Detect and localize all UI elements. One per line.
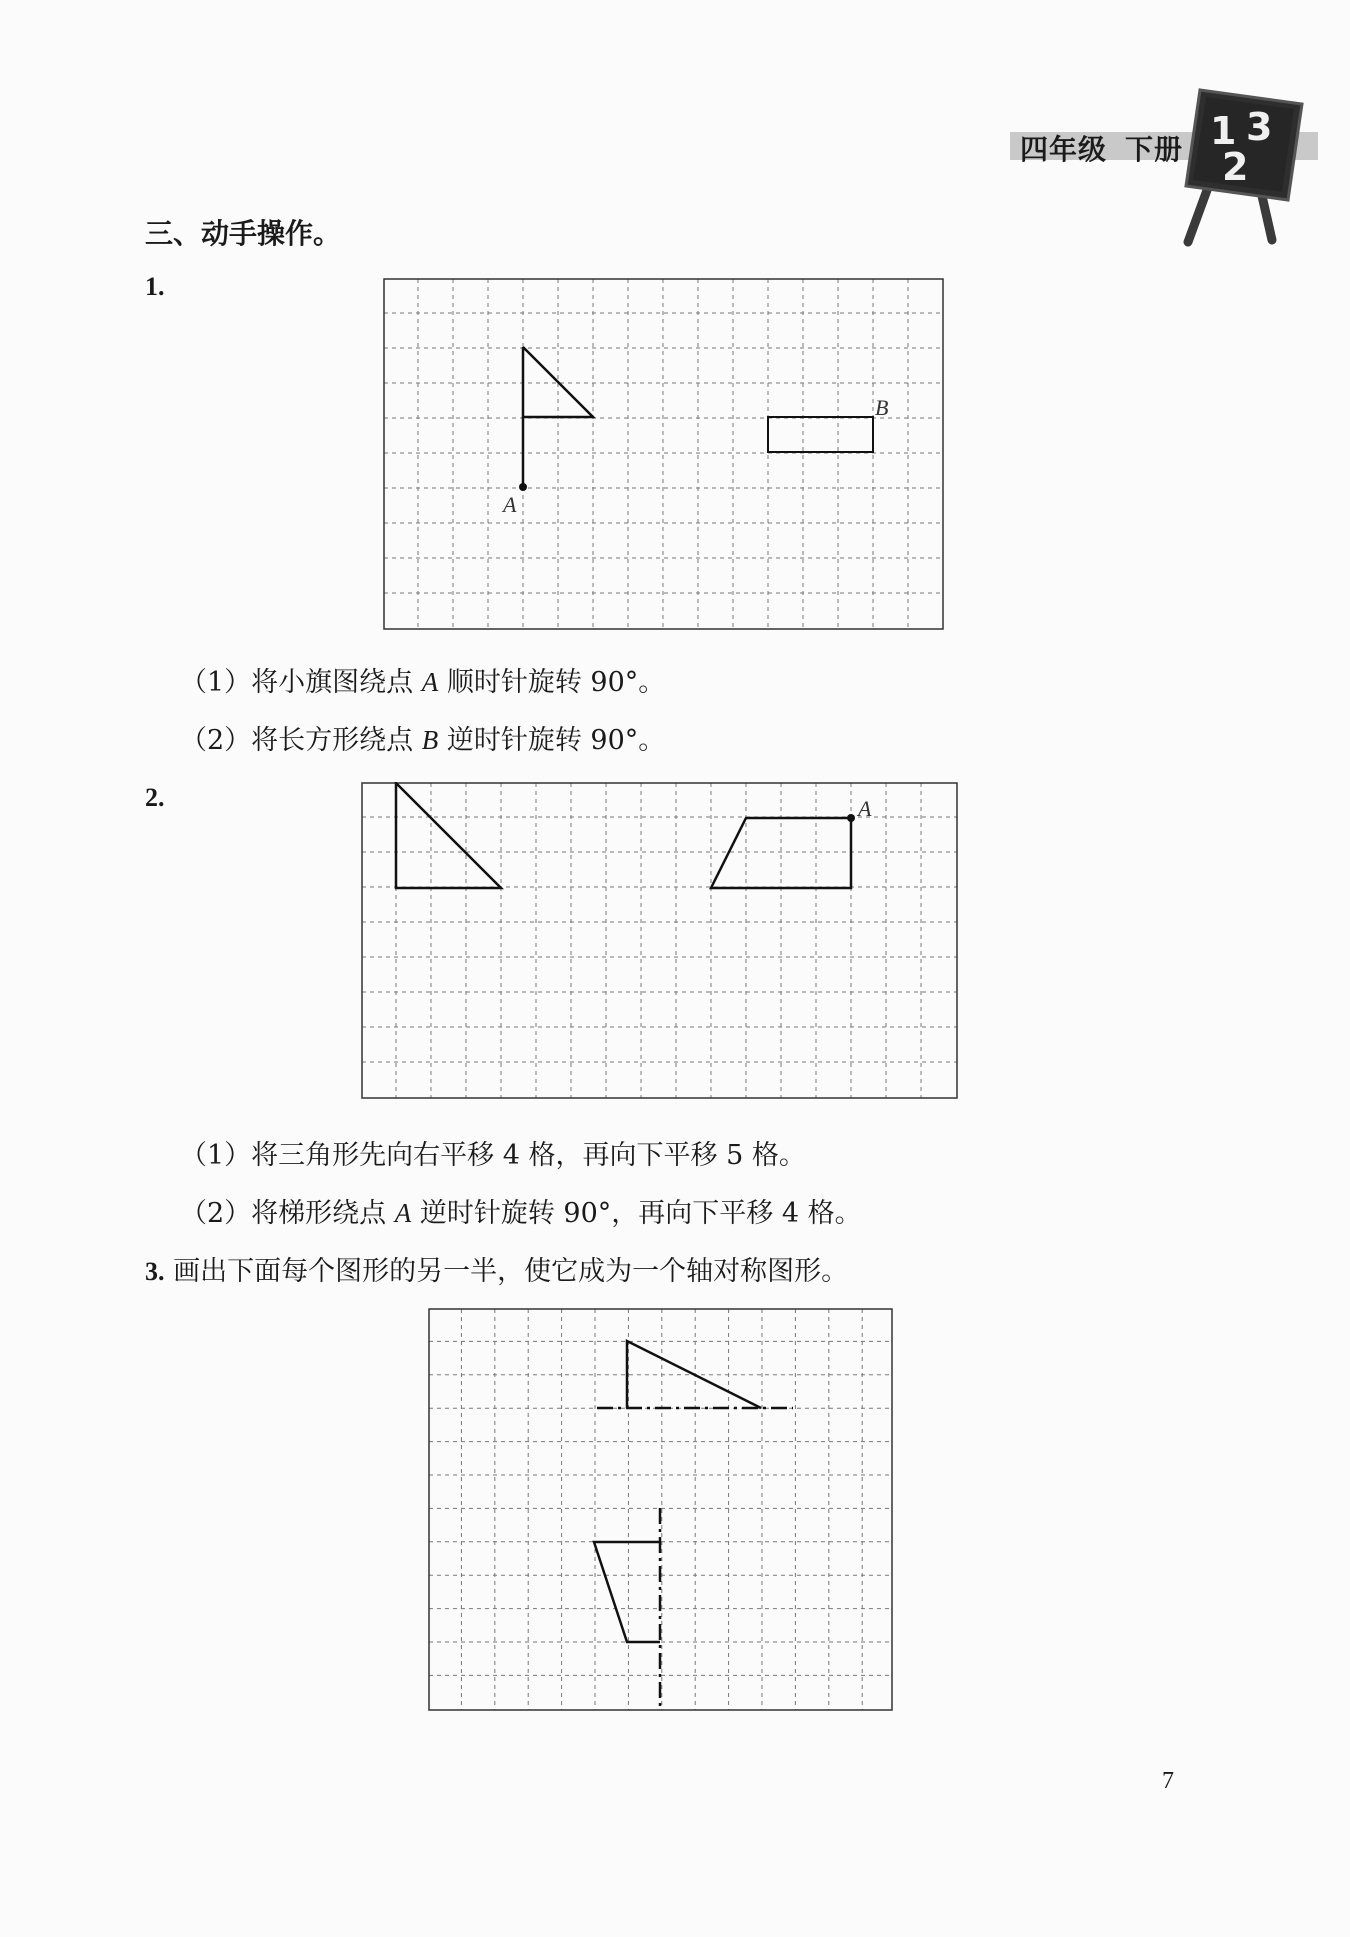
q2-number: 2. (145, 783, 165, 812)
badge-digit-3: 3 (1246, 105, 1273, 149)
q1-task-2-point: B (421, 725, 439, 755)
q1-point-a-label: A (503, 492, 517, 517)
header-grade-label (1020, 128, 1183, 168)
q2-point-a-label: A (858, 796, 872, 821)
q2-grid-figure (361, 782, 959, 1100)
q2-task-1-prefix: （1）将三角形先向右平移 4 格，再向下平移 5 格。 (180, 1140, 806, 1171)
q1-task-1-suffix: 顺时针旋转 90°。 (438, 667, 666, 698)
q2-task-2 (180, 1191, 862, 1230)
chalkboard-icon (1180, 82, 1310, 247)
q2-point-a-dot (847, 814, 855, 822)
q2-task-2-point: A (394, 1198, 412, 1228)
badge-digit-1: 1 (1210, 109, 1237, 153)
q1-task-2 (180, 718, 665, 757)
q2-grid-border (362, 783, 957, 1098)
q3-number: 3. (145, 1257, 165, 1286)
section-title: 三、动手操作。 (145, 217, 342, 250)
q3-grid-figure (428, 1308, 894, 1712)
q2-grid (362, 783, 957, 1098)
q1-number: 1. (145, 272, 165, 301)
q1-rectangle (768, 417, 873, 452)
q3-half-trapezoid (594, 1542, 660, 1642)
q1-point-b-label: B (875, 395, 889, 420)
q2-task-1 (180, 1133, 806, 1172)
q3-text: 画出下面每个图形的另一半，使它成为一个轴对称图形。 (173, 1256, 849, 1287)
q1-grid-figure (383, 278, 945, 630)
badge-digit-2: 2 (1222, 145, 1249, 189)
q2-triangle (396, 783, 501, 888)
q1-point-a-dot (519, 483, 527, 491)
q1-task-1-prefix: （1）将小旗图绕点 (180, 667, 422, 698)
header-grade: 四年级 (1020, 133, 1108, 166)
q1-grid (384, 279, 943, 628)
q3-prompt (145, 1249, 848, 1288)
q1-task-1-point: A (421, 667, 439, 697)
header-volume: 下册 (1125, 133, 1184, 166)
q2-task-2-suffix: 逆时针旋转 90°，再向下平移 4 格。 (411, 1198, 862, 1229)
q1-task-2-suffix: 逆时针旋转 90°。 (438, 725, 666, 756)
q1-task-1 (180, 660, 665, 699)
q2-task-2-prefix: （2）将梯形绕点 (180, 1198, 395, 1229)
q1-task-2-prefix: （2）将长方形绕点 (180, 725, 422, 756)
q2-trapezoid (711, 818, 851, 888)
page-number: 7 (1162, 1768, 1174, 1794)
q1-flag (523, 347, 593, 417)
